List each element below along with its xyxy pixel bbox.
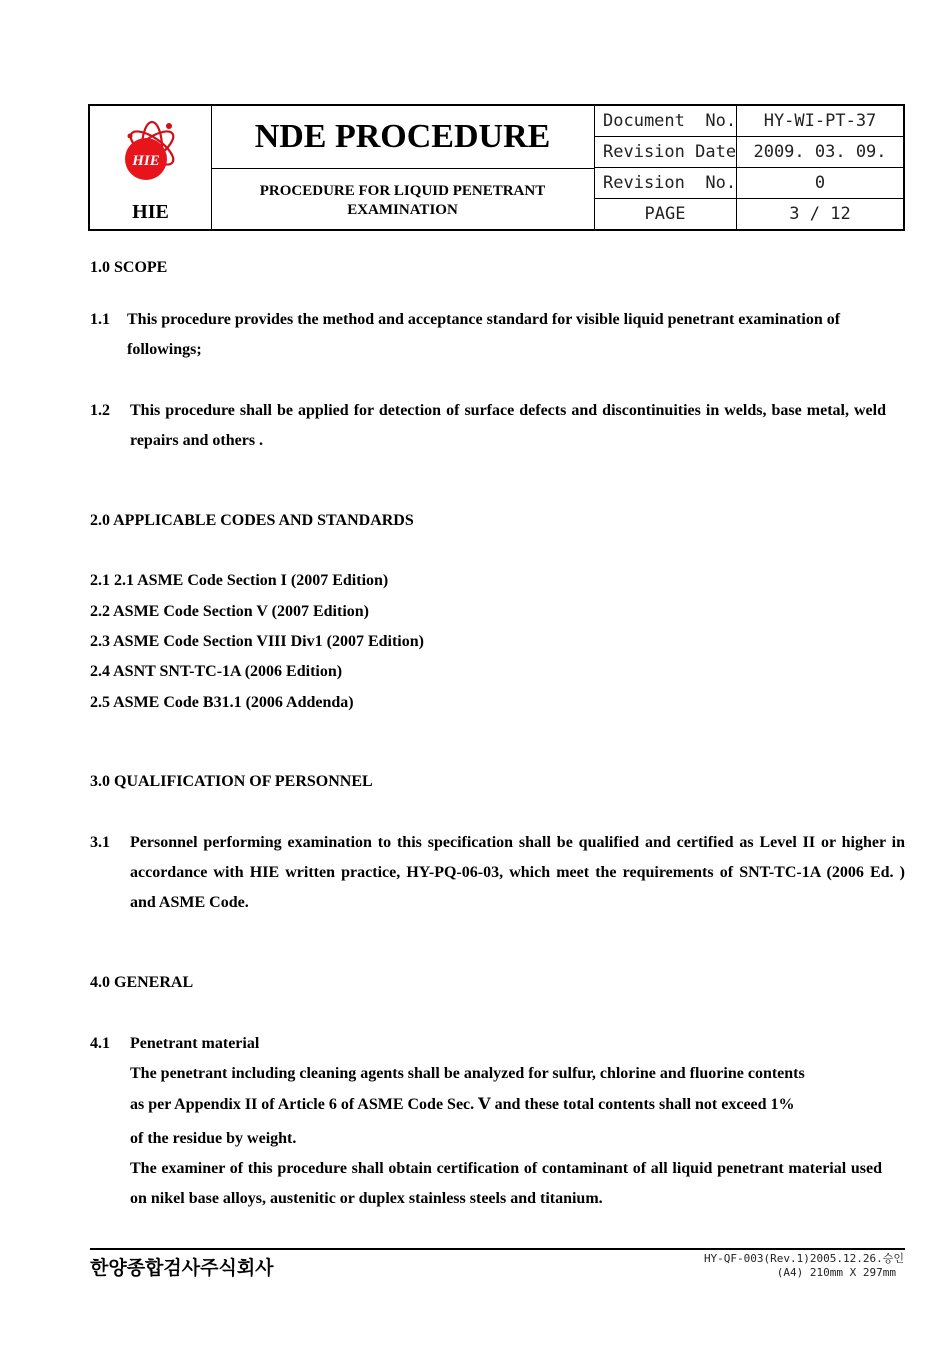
footer-form-info	[704, 1252, 904, 1280]
section-4-heading: 4.0 GENERAL	[90, 974, 194, 991]
document-header-table	[88, 104, 905, 231]
meta-value: 3 / 12	[789, 204, 851, 224]
code-item: 2.5 ASME Code B31.1 (2006 Addenda)	[90, 694, 354, 711]
para-4-1-number: 4.1	[90, 1035, 110, 1052]
logo-cell	[90, 106, 212, 229]
title-cell	[211, 106, 595, 229]
meta-row-page	[594, 199, 903, 230]
para-1-1-body: This procedure provides the method and acceptance standard for visible liquid penetrant examination of followings;	[127, 311, 841, 358]
footer-rule	[90, 1248, 905, 1250]
para-1-1-number: 1.1	[90, 311, 110, 328]
para-4-1-title: Penetrant material	[130, 1035, 260, 1052]
para-3-1-number: 3.1	[90, 834, 110, 851]
meta-label: Document No.	[594, 106, 737, 136]
para-4-1-contaminant	[130, 1154, 882, 1214]
logo-text: HIE	[132, 153, 160, 169]
footer-company-korean: 한양종합검사주식회사	[90, 1257, 274, 1279]
hie-atom-logo-icon	[122, 114, 180, 198]
meta-value: 2009. 03. 09.	[753, 142, 887, 162]
para-1-2-body: This procedure shall be applied for detection of surface defects and discontinuities in welds, base metal, weld repairs and others .	[130, 402, 886, 449]
para-4-1-line-a: The penetrant including cleaning agents shall be analyzed for sulfur, chlorine and fluorine contents	[130, 1065, 805, 1082]
code-item: 2.4 ASNT SNT-TC-1A (2006 Edition)	[90, 663, 343, 680]
code-item: 2.1 2.1 ASME Code Section I (2007 Edition)	[90, 572, 389, 589]
para-1-1	[127, 305, 905, 365]
para-4-1-line-c: of the residue by weight.	[130, 1130, 297, 1147]
meta-label: Revision No.	[594, 168, 737, 198]
meta-value: 0	[814, 173, 826, 193]
meta-row-revision-no	[594, 168, 903, 199]
meta-row-document-no	[594, 106, 903, 137]
document-subtitle: PROCEDURE FOR LIQUID PENETRANT EXAMINATION	[259, 183, 546, 218]
para-1-2-number: 1.2	[90, 402, 110, 419]
para-4-1-line-b: as per Appendix II of Article 6 of ASME Code Sec. Ⅴ and these total contents shall not exceed 1%	[130, 1096, 795, 1113]
meta-row-revision-date	[594, 137, 903, 168]
code-item: 2.2 ASME Code Section V (2007 Edition)	[90, 603, 369, 620]
footer-paper-size: (A4) 210mm X 297mm	[776, 1266, 896, 1279]
footer-form-code: HY-QF-003(Rev.1)2005.12.26.승인	[703, 1252, 904, 1265]
code-item: 2.3 ASME Code Section VIII Div1 (2007 Edition)	[90, 633, 424, 650]
para-4-1-contaminant-body: The examiner of this procedure shall obtain certification of contaminant of all liquid penetrant material used on nikel base alloys, austenitic or duplex stainless steels and titanium.	[130, 1160, 882, 1207]
meta-label: PAGE	[594, 199, 737, 230]
para-3-1-body: Personnel performing examination to this specification shall be qualified and certified as Level II or higher in accordance with HIE written practice, HY-PQ-06-03, which meet the requirements of SNT-TC-1A (2006 Ed. ) and ASME Code.	[130, 834, 905, 911]
section-2-heading: 2.0 APPLICABLE CODES AND STANDARDS	[90, 512, 414, 529]
meta-value: HY-WI-PT-37	[763, 111, 877, 131]
company-name: HIE	[132, 201, 169, 223]
para-3-1	[130, 828, 905, 918]
para-1-2	[130, 396, 886, 456]
document-meta	[594, 106, 903, 229]
meta-label: Revision Date	[594, 137, 737, 167]
section-1-heading: 1.0 SCOPE	[90, 259, 168, 276]
document-title: NDE PROCEDURE	[211, 106, 594, 169]
section-3-heading: 3.0 QUALIFICATION OF PERSONNEL	[90, 773, 373, 790]
